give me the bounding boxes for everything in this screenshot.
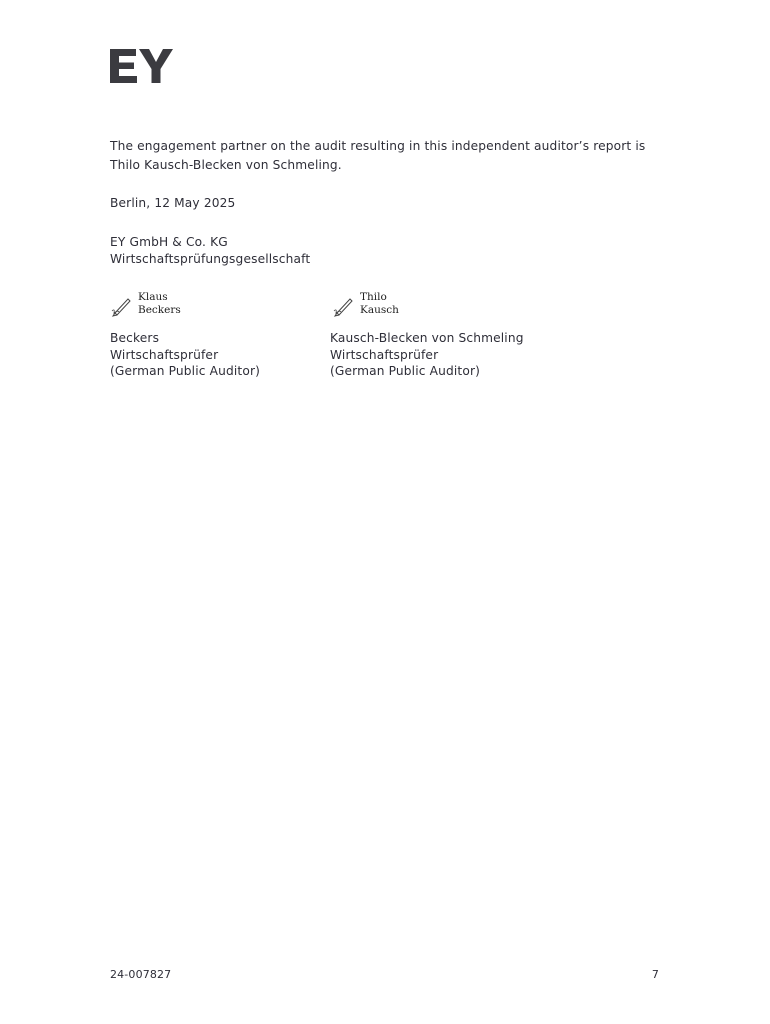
- statement-line-2: Thilo Kausch-Blecken von Schmeling.: [110, 158, 342, 172]
- firm-name: EY GmbH & Co. KG: [110, 235, 228, 249]
- pen-signature-icon: [332, 293, 356, 317]
- auditor-subtitle: (German Public Auditor): [110, 364, 261, 378]
- statement-line-1: The engagement partner on the audit resulting in this independent auditor’s report is: [110, 139, 646, 153]
- auditor-beckers: [110, 330, 260, 380]
- signed-first-name: Thilo: [360, 291, 387, 303]
- signature-kausch: [332, 291, 399, 317]
- auditor-name: Kausch-Blecken von Schmeling: [330, 331, 524, 345]
- place-date: Berlin, 12 May 2025: [110, 196, 236, 210]
- ey-logo: [110, 48, 174, 84]
- auditor-title: Wirtschaftsprüfer: [330, 347, 439, 362]
- signature-text: [138, 291, 181, 317]
- signature-text: [360, 291, 399, 317]
- signed-first-name: Klaus: [138, 291, 168, 303]
- auditor-title: Wirtschaftsprüfer: [110, 347, 219, 362]
- signed-last-name: Kausch: [360, 304, 399, 316]
- engagement-partner-statement: [110, 137, 645, 175]
- auditor-subtitle: (German Public Auditor): [330, 364, 481, 378]
- pen-signature-icon: [110, 293, 134, 317]
- firm-type: Wirtschaftsprüfungsgesellschaft: [110, 251, 311, 266]
- document-number: 24-007827: [110, 968, 172, 981]
- signature-beckers: [110, 291, 181, 317]
- page-number: 7: [651, 968, 659, 981]
- firm-block: [110, 234, 310, 267]
- signed-last-name: Beckers: [138, 304, 181, 316]
- auditor-kausch: [330, 330, 524, 380]
- auditor-name: Beckers: [110, 331, 160, 345]
